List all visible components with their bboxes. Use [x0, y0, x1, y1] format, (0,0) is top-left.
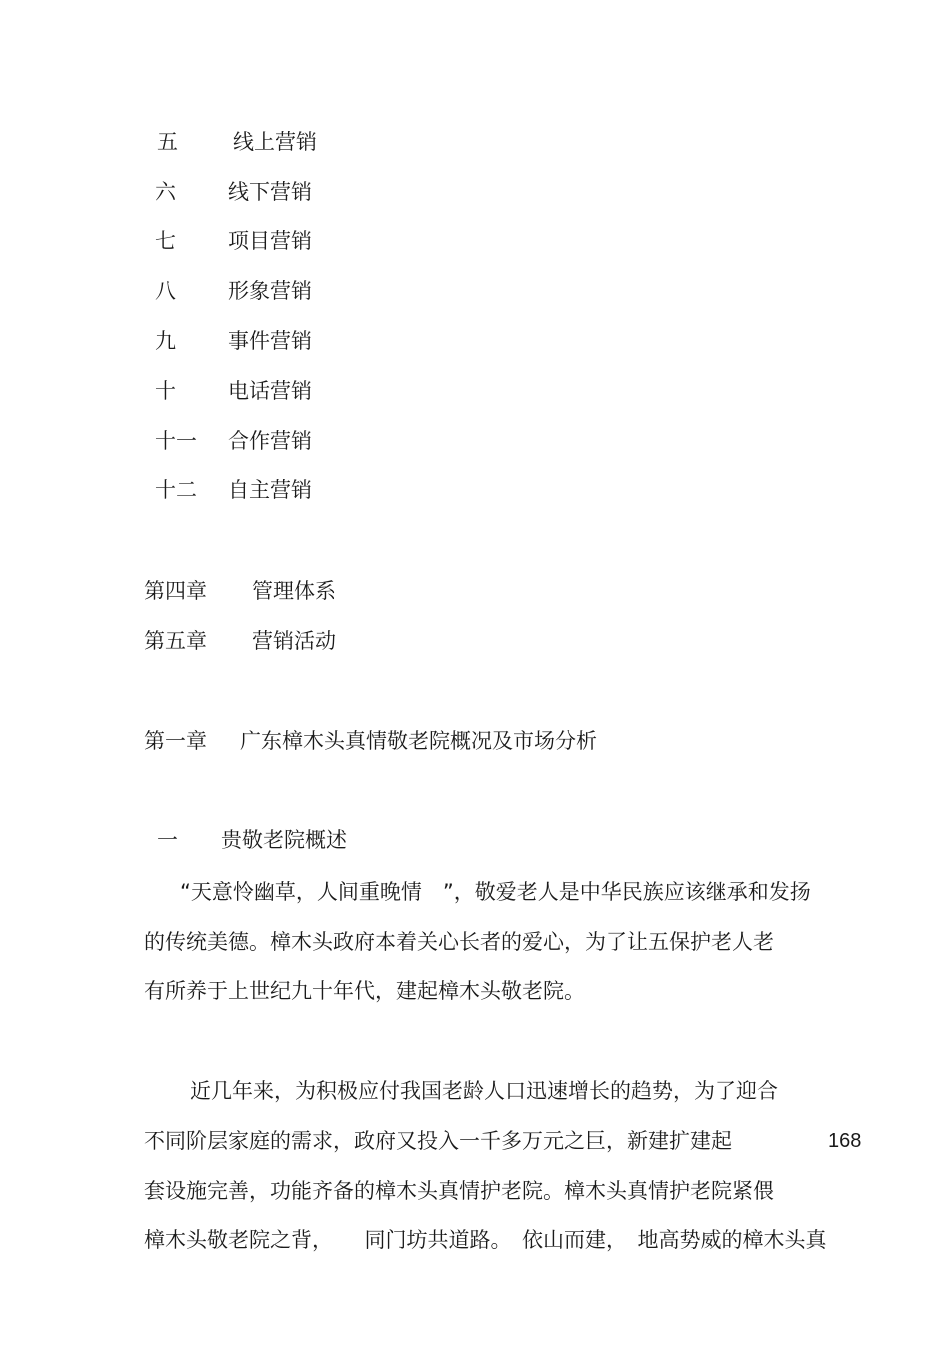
- toc-chapter-number: 第五章: [144, 629, 207, 653]
- paragraph-line: 有所养于上世纪九十年代，建起樟木头敬老院。: [144, 979, 585, 1003]
- toc-item-label: 线下营销: [228, 180, 312, 204]
- paragraph-line: 近几年来，为积极应付我国老龄人口迅速增长的趋势，为了迎合: [190, 1079, 778, 1103]
- toc-item-label: 合作营销: [228, 429, 312, 453]
- section-number: 一: [157, 828, 178, 852]
- paragraph-line: 套设施完善，功能齐备的樟木头真情护老院。樟木头真情护老院紧偎: [144, 1179, 774, 1203]
- chapter-number: 第一章: [144, 729, 207, 753]
- paragraph-line: 樟木头敬老院之背， 同门坊共道路。 依山而建， 地高势威的樟木头真: [144, 1228, 827, 1252]
- chapter-title: 广东樟木头真情敬老院概况及市场分析: [240, 729, 597, 753]
- toc-item-label: 电话营销: [228, 379, 312, 403]
- toc-item-number: 九: [155, 329, 176, 353]
- toc-item-number: 十: [155, 379, 176, 403]
- toc-chapter-number: 第四章: [144, 579, 207, 603]
- toc-item-number: 十二: [155, 478, 197, 502]
- toc-item-label: 项目营销: [228, 229, 312, 253]
- toc-item-number: 六: [155, 180, 176, 204]
- toc-item-label: 线上营销: [233, 130, 317, 154]
- toc-item-number: 五: [157, 130, 178, 154]
- section-title: 贵敬老院概述: [221, 828, 347, 852]
- toc-chapter-label: 营销活动: [252, 629, 336, 653]
- toc-item-label: 形象营销: [228, 279, 312, 303]
- paragraph-line: 的传统美德。樟木头政府本着关心长者的爱心，为了让五保护老人老: [144, 930, 774, 954]
- paragraph-line: 不同阶层家庭的需求，政府又投入一千多万元之巨，新建扩建起: [144, 1129, 732, 1153]
- toc-chapter-label: 管理体系: [252, 579, 336, 603]
- toc-item-label: 事件营销: [228, 329, 312, 353]
- paragraph-line: “天意怜幽草，人间重晚情 ”，敬爱老人是中华民族应该继承和发扬: [180, 880, 811, 904]
- toc-item-label: 自主营销: [228, 478, 312, 502]
- toc-item-number: 十一: [155, 429, 197, 453]
- toc-item-number: 八: [155, 279, 176, 303]
- margin-number: 168: [828, 1130, 862, 1152]
- toc-item-number: 七: [155, 229, 176, 253]
